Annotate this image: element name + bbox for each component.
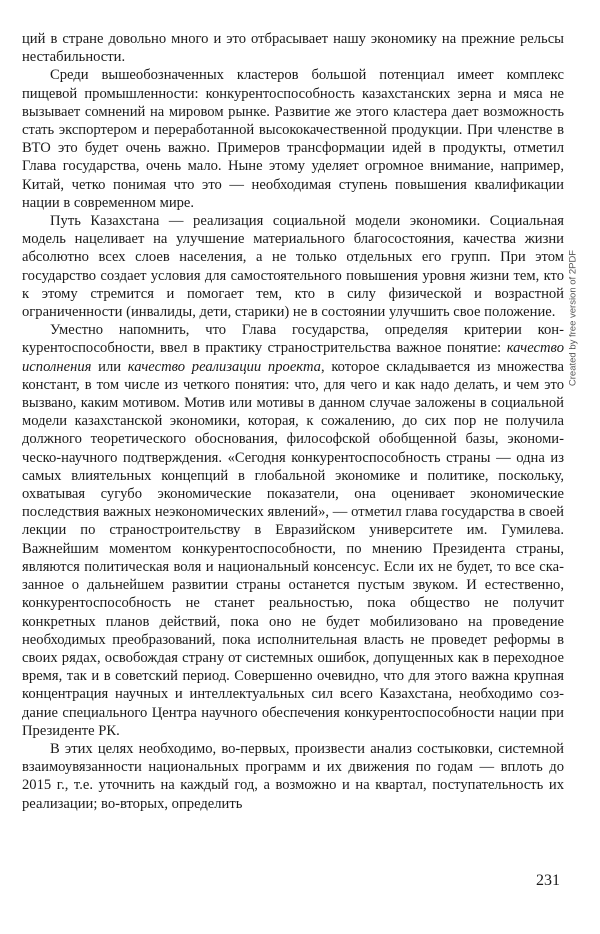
italic-term: качество реализации проекта: [127, 358, 321, 375]
text-run: , которое складывается из множества констант, в том числе из четкого понятия: что, для чего и как надо делать, и чем это вызвано, каким мотивом. Мотив или мотивы в данном случае заложены в социальной модели казахстанской экономики, которая, к сожалению, до сих пор не получила должного теоретического обоснования, философской обобщенной базы, экономическо-научного подтверждения. «Сегодня конкурентоспособность страны — одна из самых влиятельных концепций в глобальной экономике и политике, поскольку, охватывая сугубо экономические показатели, она оценивает экономические последствия важных неэкономических явлений», — отметил глава государства в своей лекции по странострoительству в Евразийском университете им. Гумилева. Важнейшим моментом конкурентоспособности, по мнению Президента страны, являются политическая воля и национальный консенсус. Если их не будет, то все сказанное о дальнейшем развитии страны останется пустым звуком. И естественно, конкурентоспособность не станет реальностью, пока общество не получит конкретных планов действий, пока оно не будет мобилизовано на проведение необходимых преобразований, пока исполнительная власть не проведет реформы в своих рядах, освобождая страну от системных ошибок, допущенных как в переходное время, так и в советский период. Совершенно очевидно, что для этого важна крупная концентрация научных и интеллектуальных сил всего Казахстана, необходимо создание специального Центра научного обеспечения конкурентоспособности нации при Президенте РК.: [22, 358, 564, 739]
text-run: Путь Казахстана — реализация социальной модели экономики. Социальная модель нацеливает на улучшение материального благосостояния, качества жизни абсолютно всех слоев населения, а не только отдельных его групп. При этом государство создает условия для самостоятельного повышения уровня жизни тем, кто к этому стремится и помогает тем, кто в силу физической и возрастной ограниченности (инвалиды, дети, старики) не в состоянии улучшить свое положение.: [22, 213, 564, 321]
italic-term: качество исполнения: [22, 340, 564, 375]
paragraph-2: [22, 212, 564, 321]
paragraph-0: [22, 30, 564, 66]
text-run: Среди вышеобозначенных кластеров большой потенциал имеет комплекс пищевой промышленности: конкурентоспособность казахстанских зерна и мяса не вызывает сомнений на мировом рынке. Развитие же этого кластера дает возможность стать экспортером и переработанной высококачественной продукции. При членстве в ВТО это будет очень важно. Примеров трансформации идей в продукты, отметил Глава государства, очень мало. Ныне этому уделяет огромное внимание, например, Китай, четко понимая что это — необходимая ступень повышения квалификации нации в современном мире.: [22, 67, 564, 211]
paragraph-1: [22, 66, 564, 212]
text-run: В этих целях необходимо, во-первых, произвести анализ состыковки, системной взаимоувязанности национальных программ и их движения по годам — вплоть до 2015 г., т.е. уточнить на каждый год, а возможно и на квартал, поступательность их реализации; во-вторых, определить: [22, 740, 564, 812]
text-run: ций в стране довольно много и это отбрасывает нашу экономику на прежние рельсы нестабильности.: [22, 31, 564, 66]
page-body: [22, 30, 564, 813]
page-number: 231: [536, 872, 560, 889]
text-run: или: [91, 358, 128, 375]
text-run: Уместно напомнить, что Глава государства, определяя критерии конкурентоспособности, ввел в практику странострительства важное понятие:: [22, 322, 564, 357]
paragraph-4: [22, 740, 564, 813]
paragraph-3: [22, 321, 564, 740]
watermark: Created by free version of 2PDF: [567, 249, 579, 387]
